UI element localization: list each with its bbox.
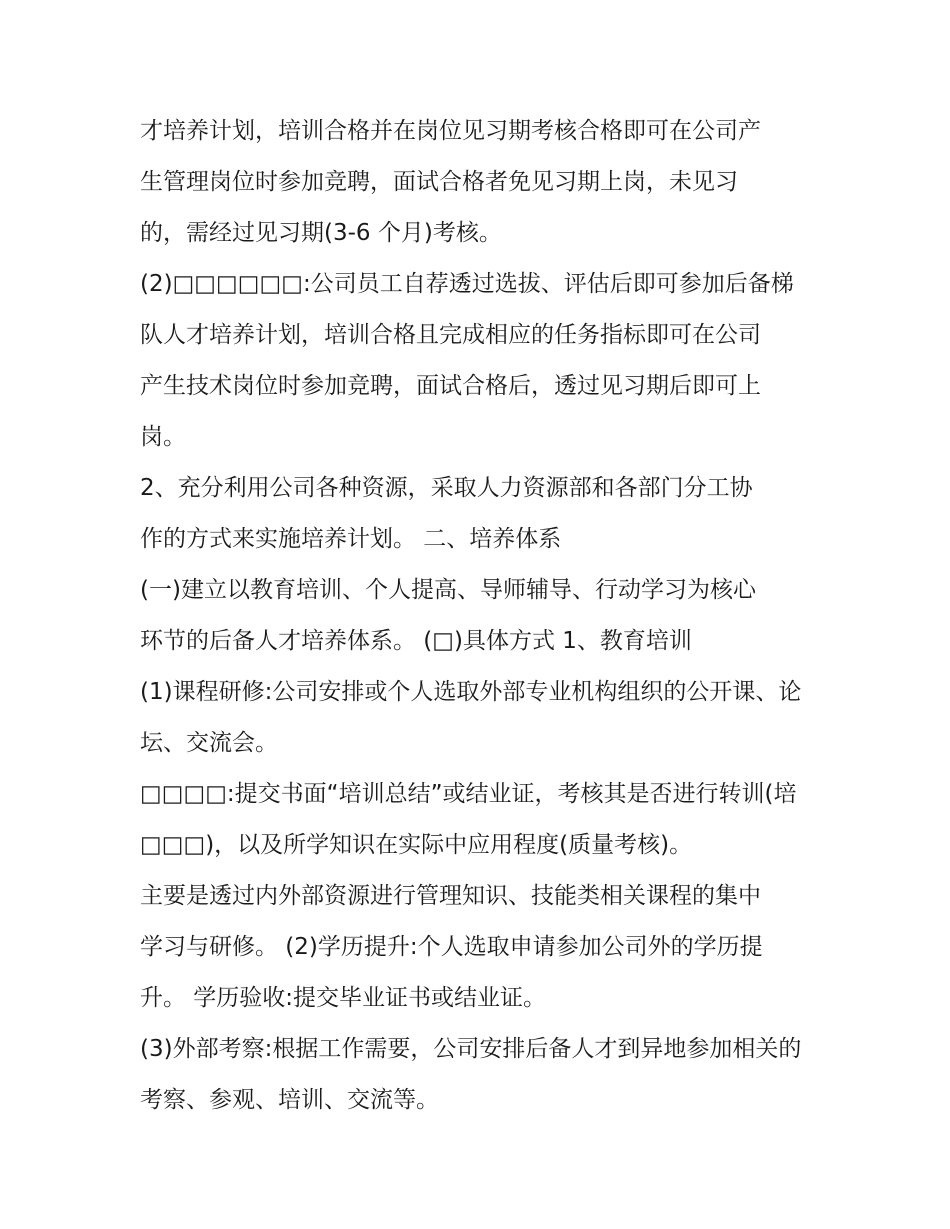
text-line: □□□□:提交书面“培训总结”或结业证，考核其是否进行转训(培 bbox=[140, 781, 797, 807]
text-line: 产生技术岗位时参加竞聘，面试合格后，透过见习期后即可上 bbox=[140, 373, 761, 399]
text-line: (一)建立以教育培训、个人提高、导师辅导、行动学习为核心 bbox=[140, 577, 756, 603]
text-line: 主要是透过内外部资源进行管理知识、技能类相关课程的集中 bbox=[140, 883, 761, 909]
text-line: 生管理岗位时参加竞聘，面试合格者免见习期上岗，未见习 bbox=[140, 169, 738, 195]
text-line: 学习与研修。 (2)学历提升:个人选取申请参加公司外的学历提 bbox=[140, 934, 763, 960]
text-line: 考察、参观、培训、交流等。 bbox=[140, 1087, 439, 1113]
text-line: 2、充分利用公司各种资源，采取人力资源部和各部门分工协 bbox=[140, 475, 753, 501]
text-line: (1)课程研修:公司安排或个人选取外部专业机构组织的公开课、论 bbox=[140, 679, 802, 705]
text-line: 岗。 bbox=[140, 424, 186, 450]
text-line: 的，需经过见习期(3-6 个月)考核。 bbox=[140, 220, 502, 246]
document-body bbox=[140, 106, 820, 1126]
text-line: (3)外部考察:根据工作需要，公司安排后备人才到异地参加相关的 bbox=[140, 1036, 802, 1062]
text-line: 环节的后备人才培养体系。 (□)具体方式 1、教育培训 bbox=[140, 628, 692, 654]
text-line: 才培养计划，培训合格并在岗位见习期考核合格即可在公司产 bbox=[140, 118, 761, 144]
text-line: 作的方式来实施培养计划。 二、培养体系 bbox=[140, 526, 562, 552]
text-line: 升。 学历验收:提交毕业证书或结业证。 bbox=[140, 985, 547, 1011]
text-line: 队人才培养计划，培训合格且完成相应的任务指标即可在公司 bbox=[140, 322, 761, 348]
text-line: (2)□□□□□□:公司员工自荐透过选拔、评估后即可参加后备梯 bbox=[140, 271, 794, 297]
text-line: □□□)，以及所学知识在实际中应用程度(质量考核)。 bbox=[140, 832, 693, 858]
text-line: 坛、交流会。 bbox=[140, 730, 278, 756]
